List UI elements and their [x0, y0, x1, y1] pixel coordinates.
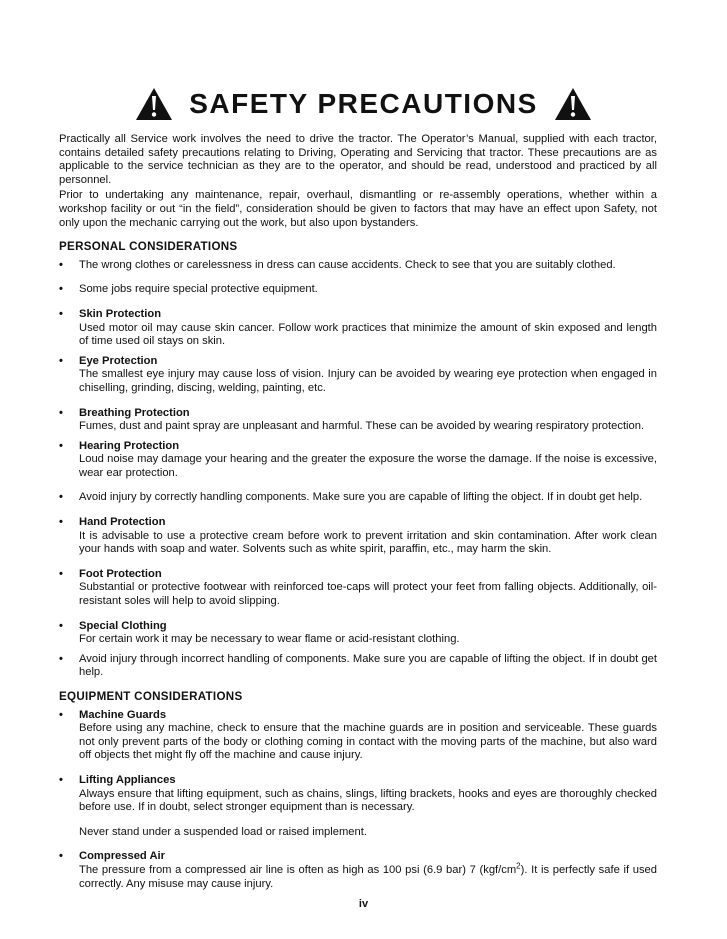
item-title: Eye Protection [79, 354, 158, 367]
item-text: Always ensure that lifting equipment, such as chains, slings, lifting brackets, hooks and eyes are thoroughly checked before use. If in doubt, select stronger equipment than is necessary. [79, 787, 657, 814]
list-item [59, 568, 657, 609]
intro-paragraph: Practically all Service work involves the need to drive the tractor. The Operator’s Manual, supplied with each tractor, contains detailed safety precautions relating to Driving, Operating and Servicing that tractor. These precautions are as applicable to the service technician as they are to the operator, and should be read, understood and practiced by all personnel. [59, 133, 657, 186]
bullet-icon: • [59, 516, 63, 529]
item-title: Machine Guards [79, 708, 167, 721]
item-note: Never stand under a suspended load or raised implement. [79, 825, 367, 838]
item-text: Some jobs require special protective equipment. [79, 283, 318, 296]
bullet-icon: • [59, 258, 63, 271]
list-item [59, 653, 657, 680]
bullet-icon: • [59, 567, 63, 580]
item-text: It is advisable to use a protective cream before work to prevent irritation and skin contamination. After work clean your hands with soap and water. Solvents such as white spirit, paraffin, etc., may harm the skin. [79, 529, 657, 556]
title-row [0, 82, 727, 126]
item-title: Breathing Protection [79, 406, 190, 419]
item-text: The wrong clothes or carelessness in dress can cause accidents. Check to see that you are suitably clothed. [79, 258, 616, 271]
page-number: iv [358, 898, 369, 910]
bullet-icon: • [59, 307, 63, 320]
list-item [59, 259, 657, 273]
bullet-icon: • [59, 652, 63, 665]
bullet-icon: • [59, 439, 63, 452]
item-text: Avoid injury by correctly handling components. Make sure you are capable of lifting the object. If in doubt get help. [79, 491, 643, 504]
superscript: 2 [516, 861, 521, 871]
list-item [59, 709, 657, 763]
item-text: Fumes, dust and paint spray are unpleasant and harmful. These can be avoided by wearing respiratory protection. [79, 420, 645, 433]
item-title: Skin Protection [79, 307, 162, 320]
list-item [59, 516, 657, 557]
bullet-icon: • [59, 619, 63, 632]
bullet-icon: • [59, 491, 63, 504]
list-item [59, 774, 657, 839]
item-title: Special Clothing [79, 619, 167, 632]
intro-paragraph: Prior to undertaking any maintenance, repair, overhaul, dismantling or re-assembly operations, whether within a workshop facility or out “in the field”, consideration should be given to factors that may have an effect upon Safety, not only upon the mechanic carrying out the work, but also upon bystanders. [59, 189, 657, 229]
list-item [59, 407, 657, 434]
list-item [59, 850, 657, 891]
item-title: Hand Protection [79, 516, 166, 529]
section-heading-personal: PERSONAL CONSIDERATIONS [59, 240, 238, 254]
list-item [59, 620, 657, 647]
item-title: Compressed Air [79, 850, 166, 863]
list-item [59, 283, 657, 297]
list-item [59, 440, 657, 481]
item-title: Lifting Appliances [79, 773, 176, 786]
section-heading-equipment: EQUIPMENT CONSIDERATIONS [59, 690, 243, 703]
list-item [59, 491, 657, 505]
warning-triangle-icon [554, 87, 592, 121]
list-item [59, 308, 657, 349]
item-title: Hearing Protection [79, 439, 180, 452]
item-title: Foot Protection [79, 567, 162, 580]
item-text: Substantial or protective footwear with reinforced toe-caps will protect your feet from falling objects. Additionally, oil-resistant soles will help to avoid slipping. [79, 581, 657, 608]
air-text-before: The pressure from a compressed air line is often as high as 100 psi (6.9 bar) 7 (kgf/cm [79, 863, 517, 876]
item-text: For certain work it may be necessary to wear flame or acid-resistant clothing. [79, 633, 460, 646]
page-title: SAFETY PRECAUTIONS [189, 88, 538, 119]
bullet-icon: • [59, 850, 63, 863]
bullet-icon: • [59, 354, 63, 367]
bullet-icon: • [59, 283, 63, 296]
item-text: Before using any machine, check to ensure that the machine guards are in position and serviceable. These guards not only prevent parts of the body or clothing coming in contact with the moving parts of the machine, but also ward off objects thet might fly off the machine and cause injury. [79, 722, 657, 762]
item-text: The smallest eye injury may cause loss of vision. Injury can be avoided by wearing eye protection when engaged in chiselling, grinding, discing, welding, painting, etc. [79, 368, 657, 394]
warning-triangle-icon [135, 87, 173, 121]
bullet-icon: • [59, 406, 63, 419]
item-text [79, 861, 657, 891]
item-text: Loud noise may damage your hearing and the greater the exposure the worse the damage. If the noise is excessive, wear ear protection. [79, 453, 657, 479]
air-text-after: ). It is perfectly safe if used correctly. Any misuse may cause injury. [79, 863, 657, 890]
list-item [59, 355, 657, 396]
item-text: Used motor oil may cause skin cancer. Follow work practices that minimize the amount of skin exposed and length of time used oil stays on skin. [79, 321, 657, 348]
item-text: Avoid injury through incorrect handling of components. Make sure you are capable of lifting the object. If in doubt get help. [79, 652, 657, 679]
page-body [59, 133, 657, 897]
bullet-icon: • [59, 773, 63, 786]
bullet-icon: • [59, 708, 63, 721]
